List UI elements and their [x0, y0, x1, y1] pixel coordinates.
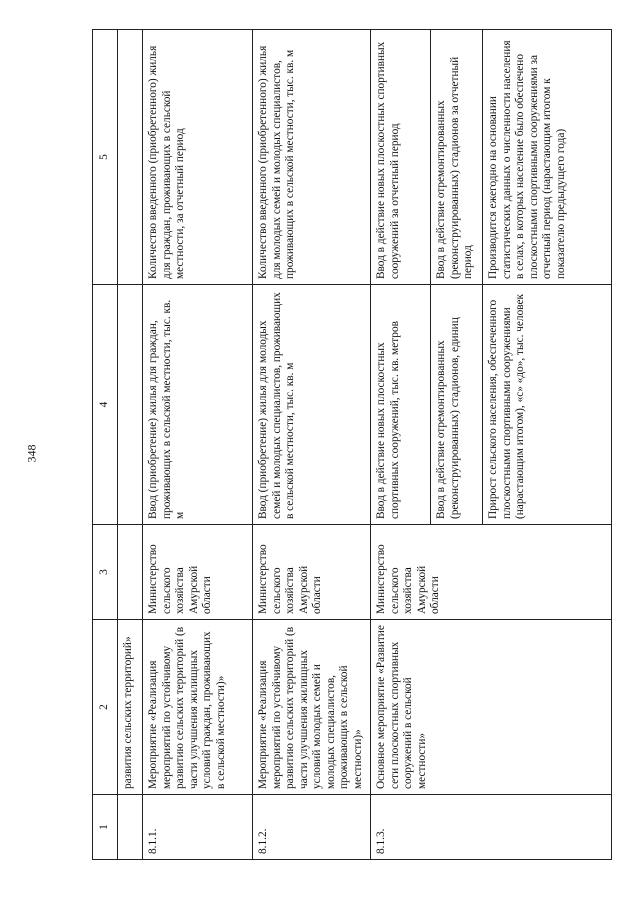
indicator-method-cell: Количество введенного (приобретенного) жилья для граждан, проживающих в сельской местности, за отчетный период: [143, 30, 253, 285]
indicator-method-cell: Количество введенного (приобретенного) жилья для молодых семей и молодых специалистов, проживающих в сельской местности, тыс. кв. м: [253, 30, 371, 285]
continuation-row: [118, 30, 143, 860]
activity-cell: Мероприятие «Реализация мероприятий по устойчивому развитию сельских территорий (в части улучшения жилищных условий молодых семей и молодых специалистов, проживающих в сельской местности)»: [253, 620, 371, 795]
table-row: [143, 30, 253, 860]
row-number: 8.1.1.: [143, 795, 253, 860]
table-row: [371, 30, 431, 860]
executor-cell: Министерство сельского хозяйства Амурской области: [143, 525, 253, 620]
activity-cell: Основное мероприятие «Развитие сети плоскостных спортивных сооружений в сельской местности»: [371, 620, 612, 795]
header-cell: 2: [93, 620, 118, 795]
indicator-name-cell: Прирост сельского населения, обеспеченного плоскостными спортивными сооружениями (нарастающим итогом), «с» «до», тыс. человек: [483, 285, 612, 525]
table-cell: [118, 30, 143, 285]
table-cell: [118, 285, 143, 525]
header-cell: 4: [93, 285, 118, 525]
indicator-method-cell: Ввод в действие новых плоскостных спортивных сооружений за отчетный период: [371, 30, 431, 285]
executor-cell: Министерство сельского хозяйства Амурской области: [253, 525, 371, 620]
continuation-text: развития сельских территорий»: [118, 620, 143, 795]
executor-cell: Министерство сельского хозяйства Амурской области: [371, 525, 612, 620]
table-row: [253, 30, 371, 860]
table-header-row: [93, 30, 118, 860]
table-cell: [118, 525, 143, 620]
indicator-name-cell: Ввод (приобретение) жилья для молодых семей и молодых специалистов, проживающих в сельской местности, тыс. кв. м: [253, 285, 371, 525]
indicator-name-cell: Ввод в действие новых плоскостных спортивных сооружений, тыс. кв. метров: [371, 285, 431, 525]
header-cell: 3: [93, 525, 118, 620]
activity-cell: Мероприятие «Реализация мероприятий по устойчивому развитию сельских территорий (в части улучшения жилищных условий граждан, проживающих в сельской местности)»: [143, 620, 253, 795]
header-cell: 5: [93, 30, 118, 285]
indicator-name-cell: Ввод в действие отремонтированных (реконструированных) стадионов, единиц: [431, 285, 483, 525]
indicators-table: [92, 29, 612, 860]
indicator-method-cell: Производится ежегодно на основании статистических данных о численности населения в селах, в которых население было обеспечено плоскостными спортивными сооружениями за отчетный период (нарастающим итогом к показателю предыдущего года): [483, 30, 612, 285]
page-number: 348: [24, 444, 39, 463]
document-sheet: [92, 30, 612, 860]
row-number: 8.1.2.: [253, 795, 371, 860]
table-cell: [118, 795, 143, 860]
header-cell: 1: [93, 795, 118, 860]
indicator-name-cell: Ввод (приобретение) жилья для граждан, проживающих в сельской местности, тыс. кв. м: [143, 285, 253, 525]
rotated-table-container: [92, 30, 612, 860]
row-number: 8.1.3.: [371, 795, 612, 860]
indicator-method-cell: Ввод в действие отремонтированных (реконструированных) стадионов за отчетный период: [431, 30, 483, 285]
